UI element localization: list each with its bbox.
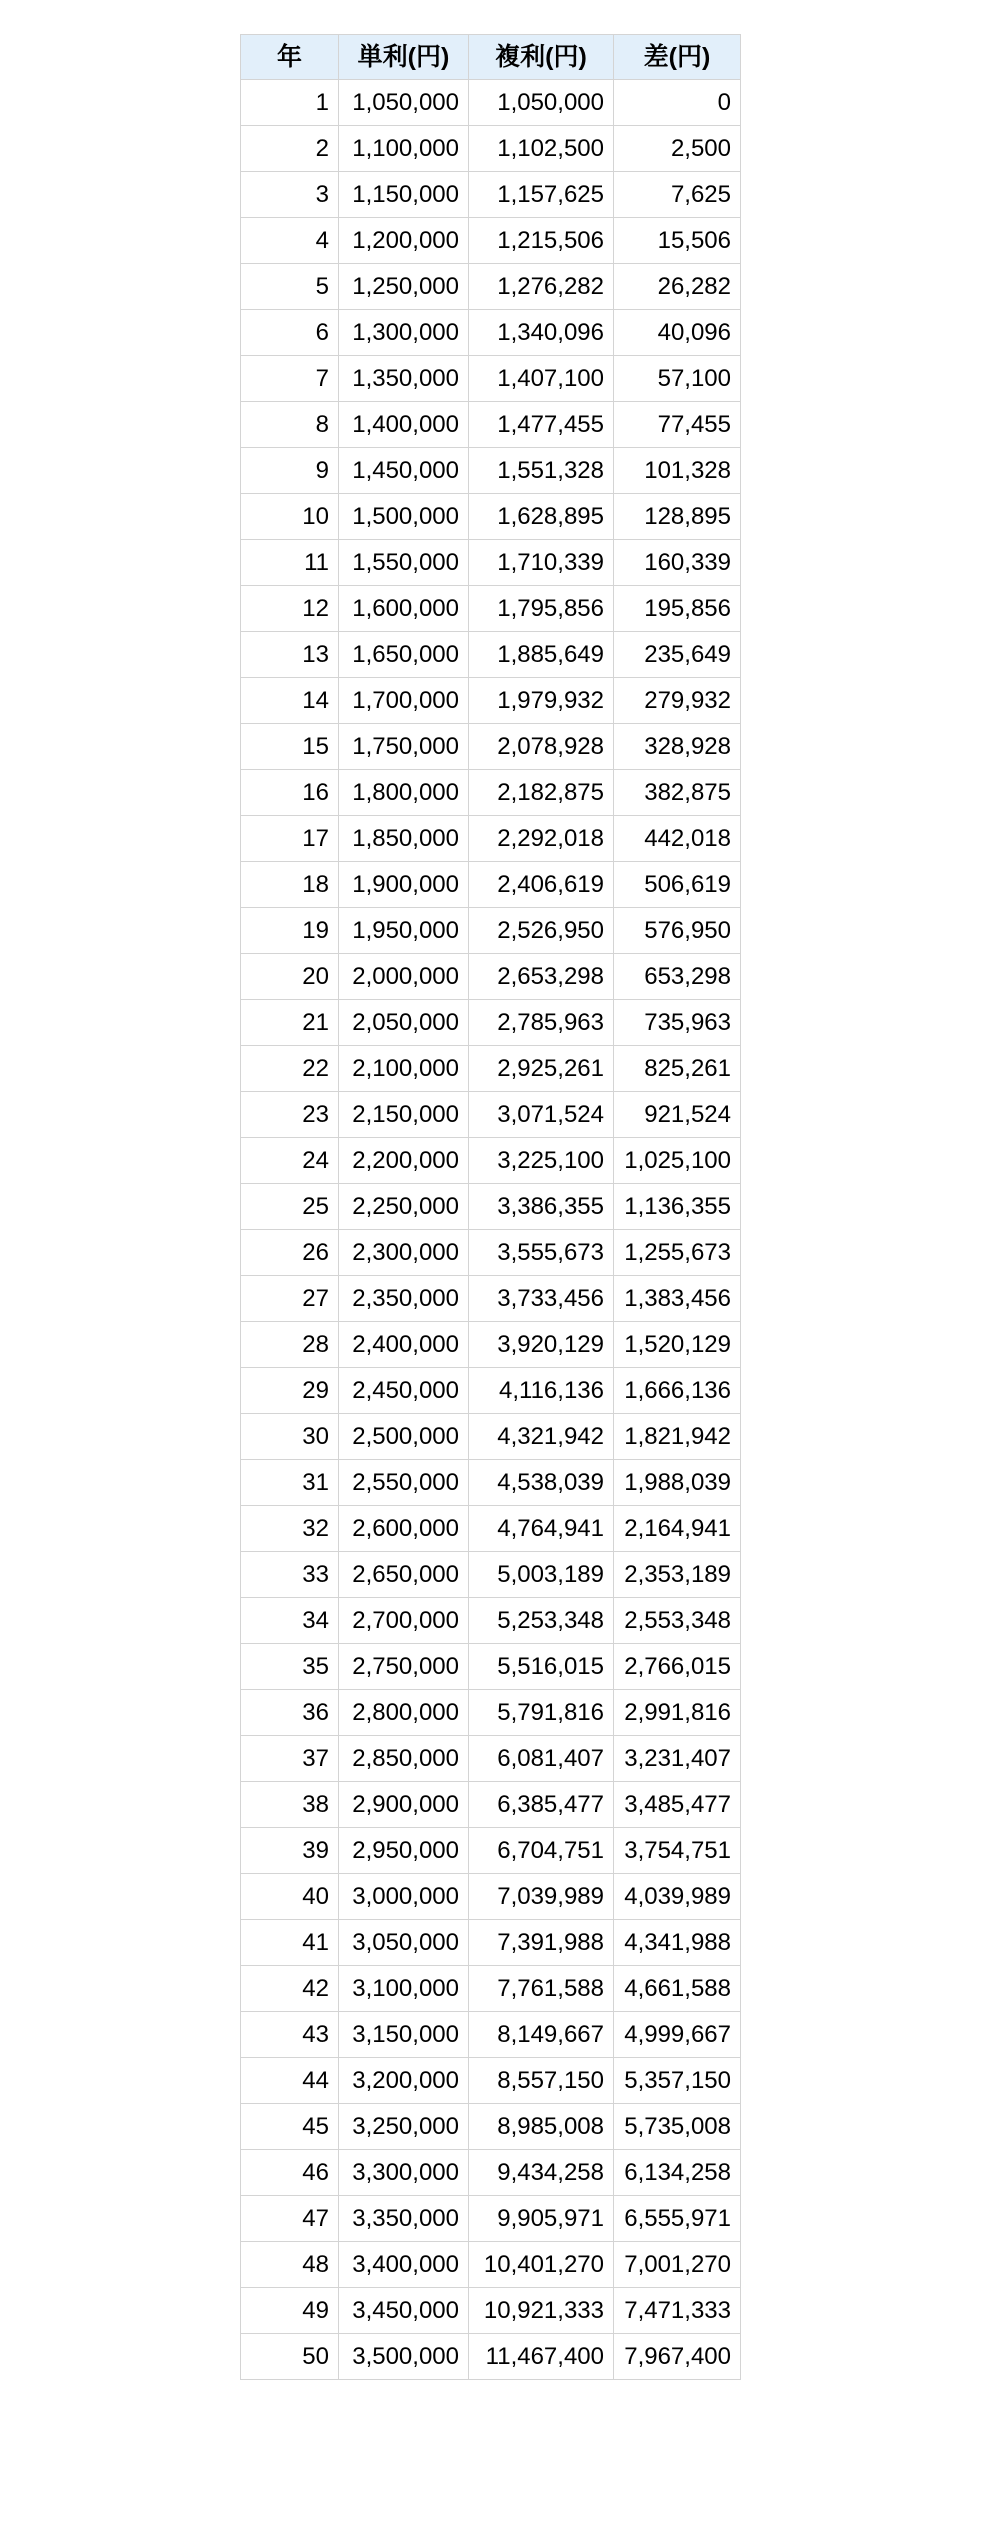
- cell-difference: 328,928: [614, 724, 741, 770]
- cell-simple-interest: 1,950,000: [339, 908, 469, 954]
- cell-compound-interest: 3,555,673: [469, 1230, 614, 1276]
- cell-simple-interest: 1,850,000: [339, 816, 469, 862]
- table-row: [241, 770, 741, 816]
- table-row: [241, 1138, 741, 1184]
- cell-simple-interest: 1,100,000: [339, 126, 469, 172]
- cell-year: 1: [241, 80, 339, 126]
- cell-year: 31: [241, 1460, 339, 1506]
- table-body: [241, 80, 741, 2380]
- cell-difference: 1,666,136: [614, 1368, 741, 1414]
- table-row: [241, 540, 741, 586]
- table-row: [241, 1092, 741, 1138]
- cell-simple-interest: 1,550,000: [339, 540, 469, 586]
- cell-compound-interest: 4,538,039: [469, 1460, 614, 1506]
- cell-compound-interest: 1,340,096: [469, 310, 614, 356]
- cell-simple-interest: 2,400,000: [339, 1322, 469, 1368]
- header-simple-interest: 単利(円): [339, 35, 469, 80]
- table-row: [241, 2196, 741, 2242]
- cell-compound-interest: 7,391,988: [469, 1920, 614, 1966]
- cell-compound-interest: 1,215,506: [469, 218, 614, 264]
- cell-compound-interest: 3,733,456: [469, 1276, 614, 1322]
- cell-compound-interest: 1,795,856: [469, 586, 614, 632]
- cell-year: 2: [241, 126, 339, 172]
- cell-year: 37: [241, 1736, 339, 1782]
- table-row: [241, 264, 741, 310]
- cell-simple-interest: 3,100,000: [339, 1966, 469, 2012]
- cell-difference: 382,875: [614, 770, 741, 816]
- cell-year: 27: [241, 1276, 339, 1322]
- cell-compound-interest: 5,791,816: [469, 1690, 614, 1736]
- cell-compound-interest: 1,276,282: [469, 264, 614, 310]
- cell-compound-interest: 1,628,895: [469, 494, 614, 540]
- cell-compound-interest: 1,050,000: [469, 80, 614, 126]
- cell-difference: 5,357,150: [614, 2058, 741, 2104]
- cell-compound-interest: 10,401,270: [469, 2242, 614, 2288]
- cell-year: 41: [241, 1920, 339, 1966]
- cell-year: 50: [241, 2334, 339, 2380]
- cell-year: 21: [241, 1000, 339, 1046]
- cell-simple-interest: 1,650,000: [339, 632, 469, 678]
- table-row: [241, 586, 741, 632]
- table-row: [241, 1184, 741, 1230]
- cell-year: 43: [241, 2012, 339, 2058]
- table-row: [241, 2242, 741, 2288]
- cell-simple-interest: 2,150,000: [339, 1092, 469, 1138]
- cell-simple-interest: 3,400,000: [339, 2242, 469, 2288]
- cell-compound-interest: 2,078,928: [469, 724, 614, 770]
- table-row: [241, 1736, 741, 1782]
- cell-difference: 921,524: [614, 1092, 741, 1138]
- cell-compound-interest: 8,985,008: [469, 2104, 614, 2150]
- cell-simple-interest: 3,450,000: [339, 2288, 469, 2334]
- cell-year: 19: [241, 908, 339, 954]
- cell-year: 34: [241, 1598, 339, 1644]
- cell-compound-interest: 2,292,018: [469, 816, 614, 862]
- table-row: [241, 2150, 741, 2196]
- interest-comparison-table-container: [240, 34, 741, 2380]
- cell-year: 36: [241, 1690, 339, 1736]
- cell-compound-interest: 5,516,015: [469, 1644, 614, 1690]
- cell-compound-interest: 1,102,500: [469, 126, 614, 172]
- cell-difference: 3,754,751: [614, 1828, 741, 1874]
- table-row: [241, 494, 741, 540]
- table-row: [241, 172, 741, 218]
- cell-year: 20: [241, 954, 339, 1000]
- cell-simple-interest: 2,650,000: [339, 1552, 469, 1598]
- cell-difference: 4,341,988: [614, 1920, 741, 1966]
- cell-year: 4: [241, 218, 339, 264]
- cell-year: 17: [241, 816, 339, 862]
- cell-year: 39: [241, 1828, 339, 1874]
- cell-difference: 1,255,673: [614, 1230, 741, 1276]
- cell-year: 6: [241, 310, 339, 356]
- cell-difference: 7,471,333: [614, 2288, 741, 2334]
- cell-year: 11: [241, 540, 339, 586]
- cell-compound-interest: 3,071,524: [469, 1092, 614, 1138]
- cell-simple-interest: 2,100,000: [339, 1046, 469, 1092]
- cell-year: 24: [241, 1138, 339, 1184]
- cell-difference: 4,661,588: [614, 1966, 741, 2012]
- cell-year: 22: [241, 1046, 339, 1092]
- cell-difference: 1,821,942: [614, 1414, 741, 1460]
- cell-difference: 0: [614, 80, 741, 126]
- cell-year: 28: [241, 1322, 339, 1368]
- table-row: [241, 126, 741, 172]
- cell-simple-interest: 2,700,000: [339, 1598, 469, 1644]
- cell-simple-interest: 3,150,000: [339, 2012, 469, 2058]
- cell-difference: 2,766,015: [614, 1644, 741, 1690]
- cell-simple-interest: 1,400,000: [339, 402, 469, 448]
- cell-simple-interest: 2,550,000: [339, 1460, 469, 1506]
- cell-year: 18: [241, 862, 339, 908]
- table-row: [241, 862, 741, 908]
- header-difference: 差(円): [614, 35, 741, 80]
- cell-year: 38: [241, 1782, 339, 1828]
- cell-year: 16: [241, 770, 339, 816]
- cell-year: 3: [241, 172, 339, 218]
- cell-difference: 160,339: [614, 540, 741, 586]
- cell-year: 25: [241, 1184, 339, 1230]
- table-row: [241, 816, 741, 862]
- table-row: [241, 1460, 741, 1506]
- cell-year: 30: [241, 1414, 339, 1460]
- cell-year: 13: [241, 632, 339, 678]
- cell-compound-interest: 1,885,649: [469, 632, 614, 678]
- cell-difference: 6,134,258: [614, 2150, 741, 2196]
- cell-simple-interest: 2,250,000: [339, 1184, 469, 1230]
- cell-simple-interest: 2,450,000: [339, 1368, 469, 1414]
- cell-compound-interest: 7,039,989: [469, 1874, 614, 1920]
- table-row: [241, 80, 741, 126]
- cell-simple-interest: 2,950,000: [339, 1828, 469, 1874]
- cell-compound-interest: 3,920,129: [469, 1322, 614, 1368]
- table-row: [241, 1644, 741, 1690]
- cell-year: 12: [241, 586, 339, 632]
- cell-simple-interest: 2,850,000: [339, 1736, 469, 1782]
- table-row: [241, 908, 741, 954]
- cell-year: 32: [241, 1506, 339, 1552]
- cell-difference: 7,967,400: [614, 2334, 741, 2380]
- cell-compound-interest: 2,785,963: [469, 1000, 614, 1046]
- cell-year: 14: [241, 678, 339, 724]
- cell-compound-interest: 4,116,136: [469, 1368, 614, 1414]
- table-row: [241, 1414, 741, 1460]
- cell-difference: 195,856: [614, 586, 741, 632]
- cell-simple-interest: 1,750,000: [339, 724, 469, 770]
- cell-simple-interest: 1,450,000: [339, 448, 469, 494]
- interest-comparison-table: [240, 34, 741, 2380]
- cell-difference: 442,018: [614, 816, 741, 862]
- cell-year: 26: [241, 1230, 339, 1276]
- cell-difference: 506,619: [614, 862, 741, 908]
- cell-compound-interest: 8,557,150: [469, 2058, 614, 2104]
- cell-difference: 1,988,039: [614, 1460, 741, 1506]
- table-row: [241, 1322, 741, 1368]
- table-row: [241, 1506, 741, 1552]
- cell-compound-interest: 3,225,100: [469, 1138, 614, 1184]
- cell-difference: 1,025,100: [614, 1138, 741, 1184]
- table-row: [241, 402, 741, 448]
- cell-simple-interest: 2,050,000: [339, 1000, 469, 1046]
- table-row: [241, 2058, 741, 2104]
- cell-compound-interest: 1,407,100: [469, 356, 614, 402]
- table-row: [241, 2012, 741, 2058]
- cell-simple-interest: 1,700,000: [339, 678, 469, 724]
- cell-simple-interest: 3,300,000: [339, 2150, 469, 2196]
- cell-compound-interest: 5,003,189: [469, 1552, 614, 1598]
- cell-compound-interest: 11,467,400: [469, 2334, 614, 2380]
- cell-difference: 576,950: [614, 908, 741, 954]
- cell-difference: 2,553,348: [614, 1598, 741, 1644]
- cell-simple-interest: 2,900,000: [339, 1782, 469, 1828]
- cell-year: 49: [241, 2288, 339, 2334]
- cell-simple-interest: 3,250,000: [339, 2104, 469, 2150]
- cell-year: 29: [241, 1368, 339, 1414]
- header-year: 年: [241, 35, 339, 80]
- table-row: [241, 954, 741, 1000]
- cell-year: 9: [241, 448, 339, 494]
- cell-difference: 6,555,971: [614, 2196, 741, 2242]
- table-row: [241, 1598, 741, 1644]
- cell-compound-interest: 9,905,971: [469, 2196, 614, 2242]
- cell-year: 7: [241, 356, 339, 402]
- table-row: [241, 1046, 741, 1092]
- table-row: [241, 1828, 741, 1874]
- cell-simple-interest: 3,500,000: [339, 2334, 469, 2380]
- table-row: [241, 356, 741, 402]
- cell-simple-interest: 2,350,000: [339, 1276, 469, 1322]
- cell-difference: 5,735,008: [614, 2104, 741, 2150]
- cell-simple-interest: 1,050,000: [339, 80, 469, 126]
- table-row: [241, 448, 741, 494]
- table-row: [241, 1368, 741, 1414]
- cell-simple-interest: 2,000,000: [339, 954, 469, 1000]
- header-row: [241, 35, 741, 80]
- cell-difference: 26,282: [614, 264, 741, 310]
- cell-simple-interest: 1,300,000: [339, 310, 469, 356]
- cell-year: 44: [241, 2058, 339, 2104]
- cell-simple-interest: 1,200,000: [339, 218, 469, 264]
- cell-difference: 2,353,189: [614, 1552, 741, 1598]
- table-row: [241, 632, 741, 678]
- cell-compound-interest: 2,526,950: [469, 908, 614, 954]
- table-row: [241, 2334, 741, 2380]
- cell-simple-interest: 3,200,000: [339, 2058, 469, 2104]
- table-row: [241, 724, 741, 770]
- cell-compound-interest: 1,979,932: [469, 678, 614, 724]
- cell-compound-interest: 9,434,258: [469, 2150, 614, 2196]
- cell-difference: 2,991,816: [614, 1690, 741, 1736]
- table-row: [241, 218, 741, 264]
- cell-difference: 235,649: [614, 632, 741, 678]
- cell-year: 45: [241, 2104, 339, 2150]
- cell-simple-interest: 1,600,000: [339, 586, 469, 632]
- cell-compound-interest: 8,149,667: [469, 2012, 614, 2058]
- cell-year: 46: [241, 2150, 339, 2196]
- cell-compound-interest: 6,385,477: [469, 1782, 614, 1828]
- cell-difference: 7,001,270: [614, 2242, 741, 2288]
- cell-year: 33: [241, 1552, 339, 1598]
- table-row: [241, 310, 741, 356]
- cell-compound-interest: 1,710,339: [469, 540, 614, 586]
- cell-difference: 2,500: [614, 126, 741, 172]
- cell-simple-interest: 2,200,000: [339, 1138, 469, 1184]
- cell-year: 47: [241, 2196, 339, 2242]
- table-row: [241, 1874, 741, 1920]
- table-row: [241, 2104, 741, 2150]
- cell-compound-interest: 2,653,298: [469, 954, 614, 1000]
- cell-simple-interest: 1,350,000: [339, 356, 469, 402]
- table-row: [241, 1552, 741, 1598]
- table-row: [241, 1782, 741, 1828]
- cell-year: 35: [241, 1644, 339, 1690]
- cell-difference: 653,298: [614, 954, 741, 1000]
- cell-difference: 128,895: [614, 494, 741, 540]
- cell-simple-interest: 2,750,000: [339, 1644, 469, 1690]
- table-row: [241, 678, 741, 724]
- cell-difference: 3,485,477: [614, 1782, 741, 1828]
- table-row: [241, 1690, 741, 1736]
- cell-compound-interest: 5,253,348: [469, 1598, 614, 1644]
- cell-difference: 2,164,941: [614, 1506, 741, 1552]
- cell-compound-interest: 2,182,875: [469, 770, 614, 816]
- table-header: [241, 35, 741, 80]
- cell-year: 5: [241, 264, 339, 310]
- table-row: [241, 1966, 741, 2012]
- cell-difference: 101,328: [614, 448, 741, 494]
- cell-difference: 735,963: [614, 1000, 741, 1046]
- cell-difference: 279,932: [614, 678, 741, 724]
- cell-simple-interest: 1,800,000: [339, 770, 469, 816]
- cell-compound-interest: 3,386,355: [469, 1184, 614, 1230]
- cell-difference: 1,520,129: [614, 1322, 741, 1368]
- cell-simple-interest: 1,900,000: [339, 862, 469, 908]
- cell-simple-interest: 2,800,000: [339, 1690, 469, 1736]
- cell-difference: 15,506: [614, 218, 741, 264]
- table-row: [241, 1230, 741, 1276]
- header-compound-interest: 複利(円): [469, 35, 614, 80]
- cell-difference: 40,096: [614, 310, 741, 356]
- cell-compound-interest: 6,081,407: [469, 1736, 614, 1782]
- cell-difference: 57,100: [614, 356, 741, 402]
- cell-difference: 1,136,355: [614, 1184, 741, 1230]
- cell-year: 23: [241, 1092, 339, 1138]
- cell-simple-interest: 2,300,000: [339, 1230, 469, 1276]
- cell-difference: 7,625: [614, 172, 741, 218]
- cell-difference: 77,455: [614, 402, 741, 448]
- cell-compound-interest: 1,477,455: [469, 402, 614, 448]
- cell-difference: 3,231,407: [614, 1736, 741, 1782]
- cell-difference: 825,261: [614, 1046, 741, 1092]
- cell-compound-interest: 4,321,942: [469, 1414, 614, 1460]
- cell-simple-interest: 1,500,000: [339, 494, 469, 540]
- cell-compound-interest: 2,406,619: [469, 862, 614, 908]
- table-row: [241, 1276, 741, 1322]
- cell-year: 40: [241, 1874, 339, 1920]
- cell-year: 42: [241, 1966, 339, 2012]
- cell-simple-interest: 2,600,000: [339, 1506, 469, 1552]
- cell-compound-interest: 1,157,625: [469, 172, 614, 218]
- cell-compound-interest: 4,764,941: [469, 1506, 614, 1552]
- cell-simple-interest: 2,500,000: [339, 1414, 469, 1460]
- cell-year: 48: [241, 2242, 339, 2288]
- cell-difference: 1,383,456: [614, 1276, 741, 1322]
- cell-simple-interest: 1,250,000: [339, 264, 469, 310]
- cell-simple-interest: 3,350,000: [339, 2196, 469, 2242]
- cell-compound-interest: 1,551,328: [469, 448, 614, 494]
- cell-compound-interest: 7,761,588: [469, 1966, 614, 2012]
- cell-compound-interest: 6,704,751: [469, 1828, 614, 1874]
- cell-simple-interest: 1,150,000: [339, 172, 469, 218]
- cell-simple-interest: 3,000,000: [339, 1874, 469, 1920]
- table-row: [241, 2288, 741, 2334]
- table-row: [241, 1000, 741, 1046]
- cell-year: 15: [241, 724, 339, 770]
- cell-difference: 4,039,989: [614, 1874, 741, 1920]
- cell-compound-interest: 2,925,261: [469, 1046, 614, 1092]
- cell-year: 10: [241, 494, 339, 540]
- cell-simple-interest: 3,050,000: [339, 1920, 469, 1966]
- cell-difference: 4,999,667: [614, 2012, 741, 2058]
- cell-compound-interest: 10,921,333: [469, 2288, 614, 2334]
- cell-year: 8: [241, 402, 339, 448]
- table-row: [241, 1920, 741, 1966]
